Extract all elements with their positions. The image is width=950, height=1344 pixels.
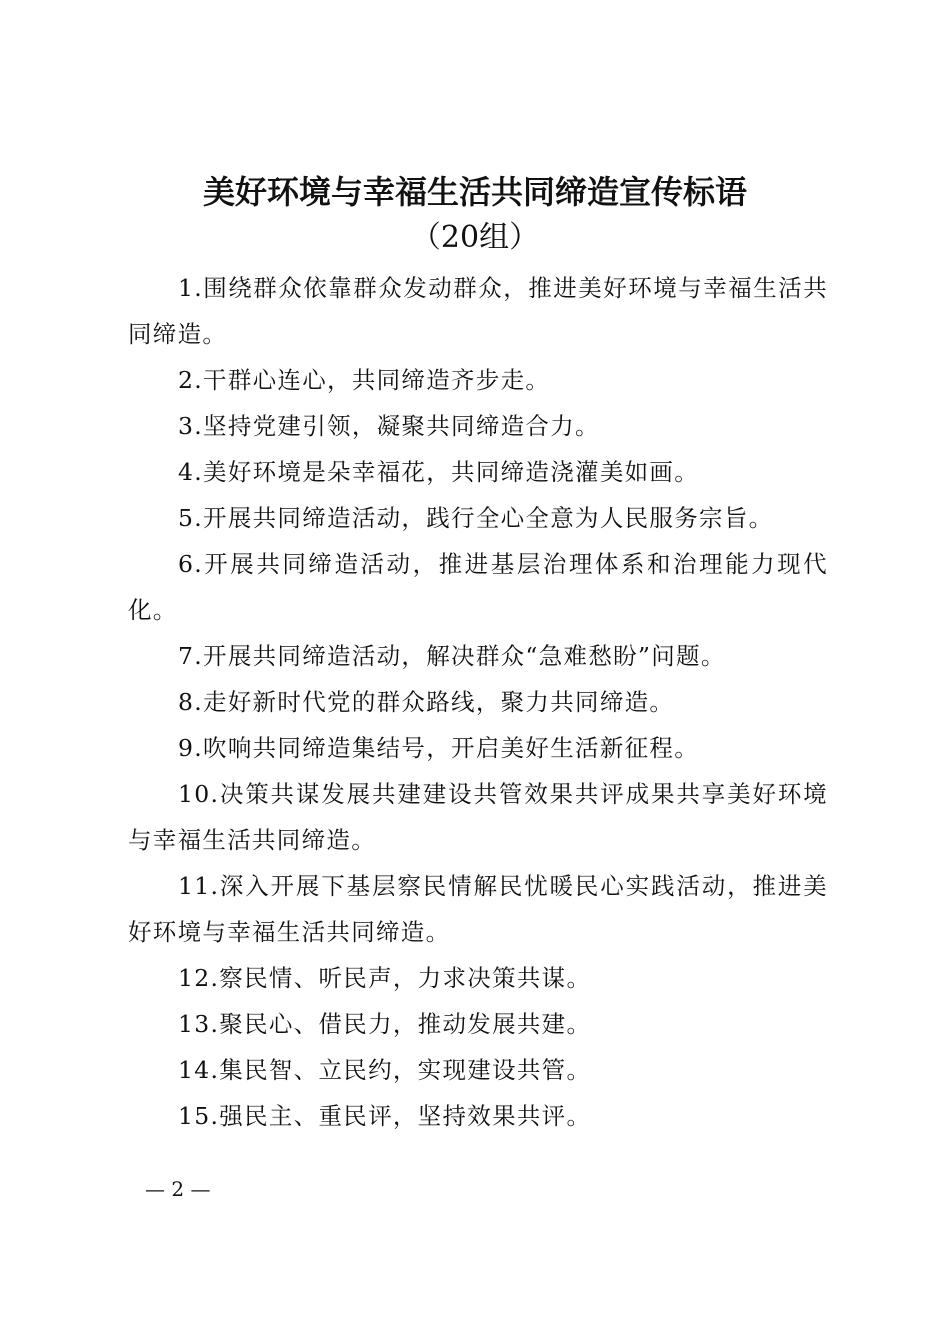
slogan-item-13: 13.聚民心、借民力，推动发展共建。 [178, 1010, 592, 1038]
slogan-item-10: 10.决策共谋发展共建建设共管效果共评成果共享美好环境与幸福生活共同缔造。 [128, 780, 828, 854]
slogan-item-6: 6.开展共同缔造活动，推进基层治理体系和治理能力现代化。 [128, 550, 828, 624]
slogan-item-2: 2.干群心连心，共同缔造齐步走。 [178, 366, 551, 394]
slogan-item-4: 4.美好环境是朵幸福花，共同缔造浇灌美如画。 [178, 458, 700, 486]
slogan-item-11: 11.深入开展下基层察民情解民忧暖民心实践活动，推进美好环境与幸福生活共同缔造。 [128, 872, 828, 946]
slogan-item-9: 9.吹响共同缔造集结号，开启美好生活新征程。 [178, 734, 700, 762]
slogan-item-5: 5.开展共同缔造活动，践行全心全意为人民服务宗旨。 [178, 504, 774, 532]
slogan-item-8: 8.走好新时代党的群众路线，聚力共同缔造。 [178, 688, 675, 716]
document-title: 美好环境与幸福生活共同缔造宣传标语 [202, 173, 747, 211]
slogan-item-12: 12.察民情、听民声，力求决策共谋。 [178, 964, 592, 992]
slogan-item-7: 7.开展共同缔造活动，解决群众“急难愁盼”问题。 [178, 642, 726, 670]
slogan-list [128, 265, 828, 1139]
slogan-item-15: 15.强民主、重民评，坚持效果共评。 [178, 1102, 592, 1130]
slogan-item-14: 14.集民智、立民约，实现建设共管。 [178, 1056, 592, 1084]
document-subtitle: （20组） [410, 220, 540, 255]
slogan-item-3: 3.坚持党建引领，凝聚共同缔造合力。 [178, 412, 600, 440]
page-number: — 2 — [145, 1177, 211, 1201]
slogan-item-1: 1.围绕群众依靠群众发动群众，推进美好环境与幸福生活共同缔造。 [128, 274, 828, 348]
